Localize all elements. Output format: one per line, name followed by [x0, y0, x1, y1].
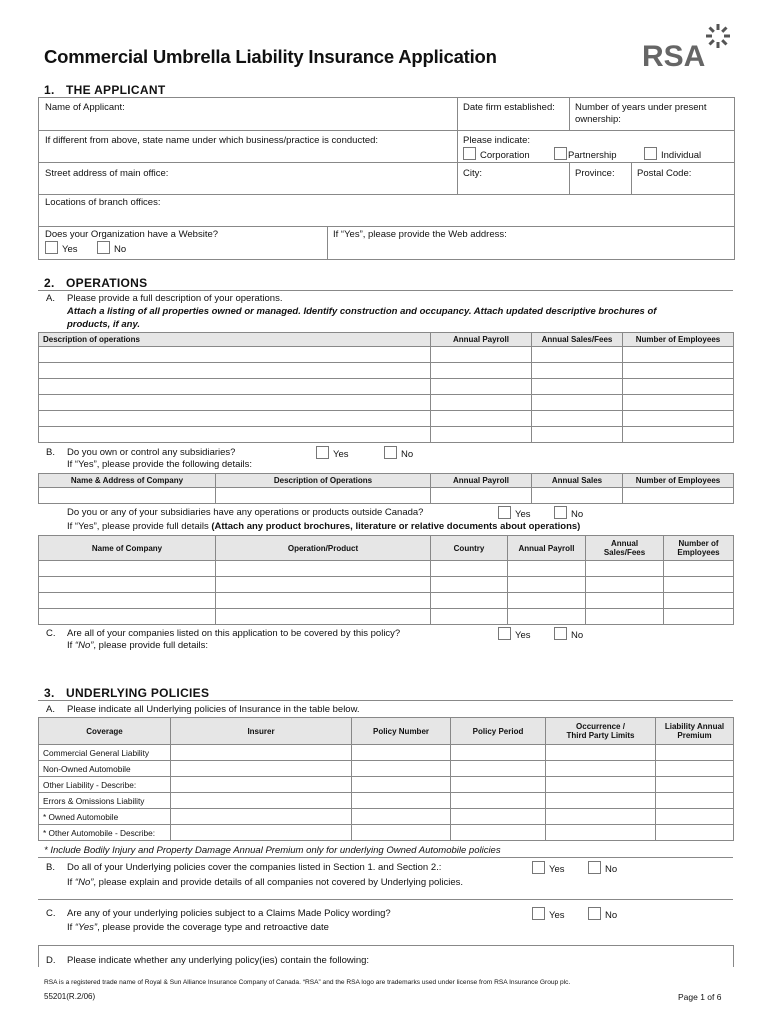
branch-offices-field[interactable] [41, 210, 731, 224]
subsidiaries-table [38, 473, 734, 504]
ops-header-description: Description of operations [39, 333, 431, 347]
branch-offices-label: Locations of branch offices: [45, 197, 161, 208]
s2-a-note-2: products, if any. [67, 319, 141, 330]
table-row[interactable] [39, 395, 734, 411]
coverage-cell: Non-Owned Automobile [39, 761, 171, 777]
years-ownership-label-2: ownership: [575, 114, 621, 125]
outside-header-payroll: Annual Payroll [508, 536, 586, 561]
subs-header-sales: Annual Sales [532, 474, 623, 488]
rsa-logo-text: RSA [642, 40, 706, 72]
covered-yes-checkbox[interactable]: Yes [498, 627, 531, 641]
corporation-checkbox[interactable]: Corporation [463, 147, 530, 161]
table-row[interactable] [39, 577, 734, 593]
website-yes-checkbox[interactable]: Yes [45, 241, 78, 255]
date-established-label: Date firm established: [463, 102, 555, 113]
coverage-cell: Commercial General Liability [39, 745, 171, 761]
partnership-checkbox[interactable]: Partnership [554, 147, 617, 161]
outside-header-company: Name of Company [39, 536, 216, 561]
s3-d-text: Please indicate whether any underlying policy(ies) contain the following: [67, 955, 370, 966]
table-row[interactable] [39, 609, 734, 625]
table-row[interactable] [39, 825, 734, 841]
claims-made-no-checkbox[interactable]: No [588, 907, 617, 921]
table-row[interactable] [39, 745, 734, 761]
subs-header-employees: Number of Employees [623, 474, 734, 488]
table-row[interactable] [39, 347, 734, 363]
form-title: Commercial Umbrella Liability Insurance Application [44, 46, 497, 67]
section-3-heading: 3. UNDERLYING POLICIES [44, 686, 210, 700]
table-row[interactable] [39, 427, 734, 443]
outside-header-employees: Number of Employees [664, 536, 734, 561]
s2-b-text: Do you own or control any subsidiaries? [67, 447, 236, 458]
outside-canada-table [38, 535, 734, 625]
years-ownership-label-1: Number of years under present [575, 102, 707, 113]
coverage-cell: Errors & Omissions Liability [39, 793, 171, 809]
outside-canada-question: Do you or any of your subsidiaries have any operations or products outside Canada? [67, 507, 424, 518]
section-2-heading: 2. OPERATIONS [44, 276, 148, 290]
section-1-heading: 1. THE APPLICANT [44, 83, 166, 97]
individual-checkbox[interactable]: Individual [644, 147, 701, 161]
street-address-field[interactable] [41, 180, 453, 192]
underlying-cover-no-checkbox[interactable]: No [588, 861, 617, 875]
indicate-label: Please indicate: [463, 135, 531, 146]
table-row[interactable] [39, 363, 734, 379]
s2-c-followup: If “No”, please provide full details: [67, 640, 208, 651]
ops-header-payroll: Annual Payroll [431, 333, 532, 347]
owned-auto-footnote: * Include Bodily Injury and Property Damage Annual Premium only for underlying Owned Automobile policies [44, 845, 501, 856]
applicant-name-label: Name of Applicant: [45, 102, 125, 113]
trademark-notice: RSA is a registered trade name of Royal & Sun Alliance Insurance Company of Canada. “RSA” and the RSA logo are trademarks used under license from RSA Insurance Group plc. [44, 979, 571, 986]
table-row[interactable] [39, 411, 734, 427]
up-header-insurer: Insurer [171, 718, 352, 745]
claims-made-yes-checkbox[interactable]: Yes [532, 907, 565, 921]
table-row[interactable] [39, 761, 734, 777]
underlying-policies-table [38, 717, 734, 841]
outside-header-sales: Annual Sales/Fees [586, 536, 664, 561]
table-row[interactable] [39, 593, 734, 609]
outside-canada-no-checkbox[interactable]: No [554, 506, 583, 520]
city-label: City: [463, 168, 482, 179]
website-question: Does your Organization have a Website? [45, 229, 219, 240]
s2-c-letter: C. [46, 628, 56, 639]
table-row[interactable] [39, 561, 734, 577]
s3-b-letter: B. [46, 862, 55, 873]
postal-code-label: Postal Code: [637, 168, 692, 179]
subs-header-name: Name & Address of Company [39, 474, 216, 488]
website-no-checkbox[interactable]: No [97, 241, 126, 255]
s2-a-letter: A. [46, 293, 55, 304]
web-address-label: If “Yes”, please provide the Web address: [333, 229, 507, 240]
table-row[interactable] [39, 809, 734, 825]
s3-d-letter: D. [46, 955, 56, 966]
covered-no-checkbox[interactable]: No [554, 627, 583, 641]
s2-a-note-1: Attach a listing of all properties owned or managed. Identify construction and occupancy. Attach updated descriptive brochures of [67, 306, 657, 317]
subsidiaries-yes-checkbox[interactable]: Yes [316, 446, 349, 460]
street-address-label: Street address of main office: [45, 168, 169, 179]
web-address-field[interactable] [331, 242, 731, 256]
up-header-limits: Occurrence / Third Party Limits [546, 718, 656, 745]
subsidiaries-no-checkbox[interactable]: No [384, 446, 413, 460]
subs-header-operations: Description of Operations [216, 474, 431, 488]
underlying-cover-yes-checkbox[interactable]: Yes [532, 861, 565, 875]
dba-field[interactable] [41, 148, 453, 160]
s2-c-text: Are all of your companies listed on this application to be covered by this policy? [67, 628, 401, 639]
rsa-logo [640, 22, 736, 72]
s3-c-followup: If “Yes”, please provide the coverage type and retroactive date [67, 922, 329, 933]
s3-a-letter: A. [46, 704, 55, 715]
province-label: Province: [575, 168, 615, 179]
s2-a-text: Please provide a full description of your operations. [67, 293, 283, 304]
s3-c-text: Are any of your underlying policies subject to a Claims Made Policy wording? [67, 908, 391, 919]
coverage-cell: Other Liability - Describe: [39, 777, 171, 793]
dba-label: If different from above, state name under which business/practice is conducted: [45, 135, 379, 146]
outside-header-country: Country [431, 536, 508, 561]
coverage-cell: * Other Automobile - Describe: [39, 825, 171, 841]
outside-canada-yes-checkbox[interactable]: Yes [498, 506, 531, 520]
s3-b-followup: If “No”, please explain and provide details of all companies not covered by Underlying policies. [67, 877, 464, 888]
table-row[interactable] [39, 488, 734, 504]
up-header-policy-period: Policy Period [451, 718, 546, 745]
subs-header-payroll: Annual Payroll [431, 474, 532, 488]
s2-b-followup: If “Yes”, please provide the following details: [67, 459, 253, 470]
table-row[interactable] [39, 777, 734, 793]
s3-b-text: Do all of your Underlying policies cover the companies listed in Section 1. and Section 2.: [67, 862, 442, 873]
s2-b-letter: B. [46, 447, 55, 458]
table-row[interactable] [39, 379, 734, 395]
s3-a-text: Please indicate all Underlying policies of Insurance in the table below. [67, 704, 360, 715]
outside-canada-followup: If “Yes”, please provide full details (Attach any product brochures, literature or relative documents about operations) [67, 521, 581, 532]
outside-header-operation: Operation/Product [216, 536, 431, 561]
ops-header-sales: Annual Sales/Fees [532, 333, 623, 347]
s3-c-letter: C. [46, 908, 56, 919]
up-header-premium: Liability Annual Premium [656, 718, 734, 745]
applicant-table [38, 97, 735, 260]
up-header-coverage: Coverage [39, 718, 171, 745]
up-header-policy-number: Policy Number [352, 718, 451, 745]
operations-table [38, 332, 734, 443]
table-row[interactable] [39, 793, 734, 809]
coverage-cell: * Owned Automobile [39, 809, 171, 825]
ops-header-employees: Number of Employees [623, 333, 734, 347]
form-number: 55201(R.2/06) [44, 992, 96, 1001]
page-number: Page 1 of 6 [678, 992, 722, 1002]
applicant-name-field[interactable] [41, 114, 453, 128]
date-established-field[interactable] [459, 114, 567, 128]
